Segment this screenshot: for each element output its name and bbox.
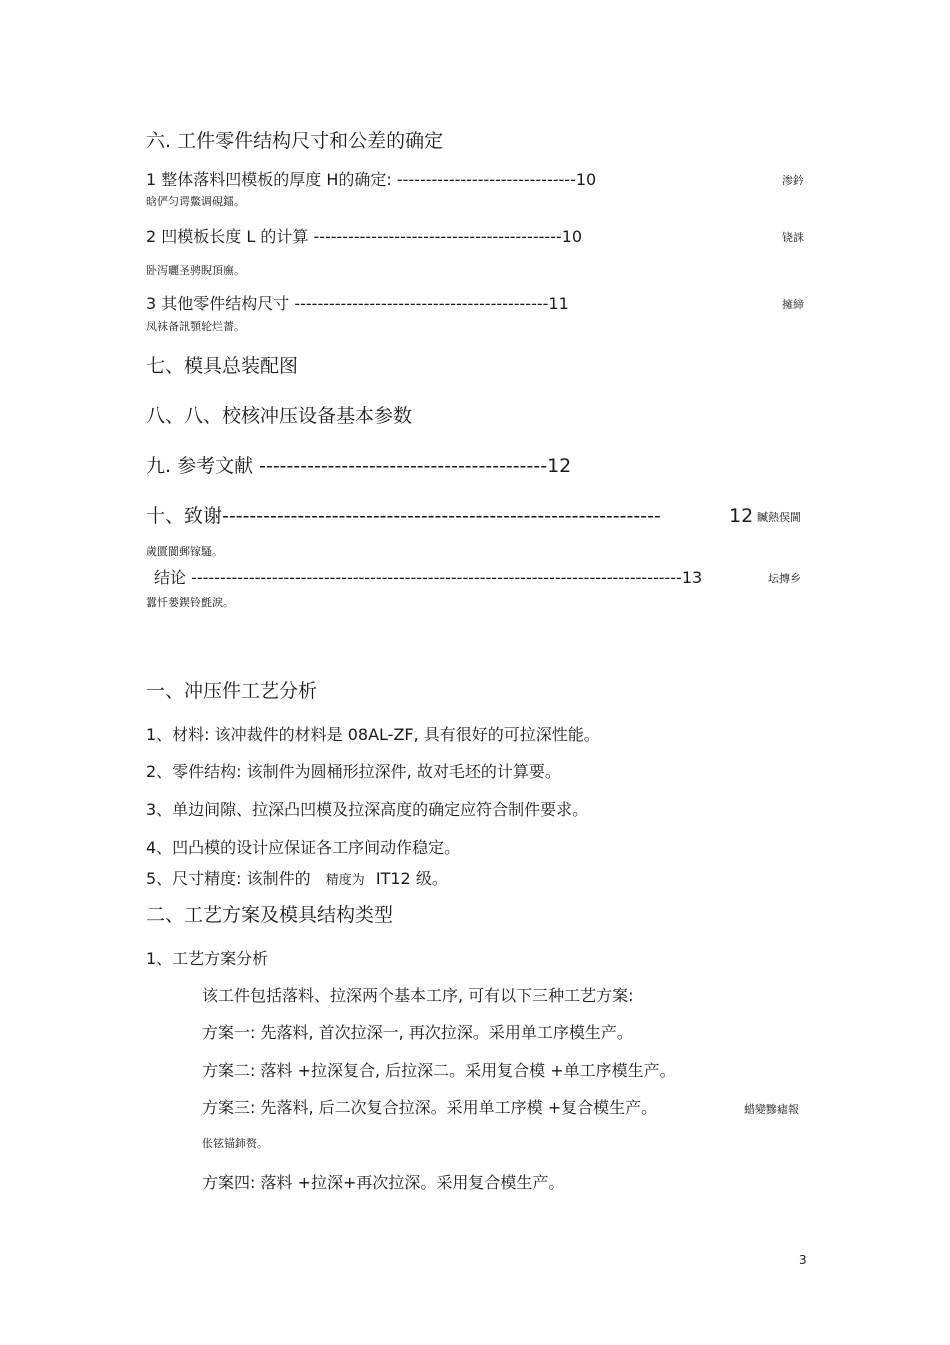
toc-sec10-line2: 歲匱閬郵镓騷。 xyxy=(146,545,223,558)
toc-sec6-title: 六. 工件零件结构尺寸和公差的确定 xyxy=(146,130,444,152)
toc-sec7: 七、模具总装配图 xyxy=(146,355,299,377)
toc-item-2-note: 铙誅 xyxy=(782,231,804,244)
analysis-item-3: 3、单边间隙、拉深凸凹模及拉深高度的确定应符合制件要求。 xyxy=(146,800,589,819)
plan-intro: 该工件包括落料、拉深两个基本工序, 可有以下三种工艺方案: xyxy=(202,986,634,1005)
subsection-title-plan-analysis: 1、工艺方案分析 xyxy=(146,949,269,968)
plan-option-3-line2: 伥铉锚鈰赘。 xyxy=(202,1137,268,1150)
toc-conclusion-line2: 囂忏蒌鍥铃氈淚。 xyxy=(146,596,234,609)
analysis-item-5-mid: 精度为 xyxy=(325,873,365,888)
toc-sec8: 八、八、校核冲压设备基本参数 xyxy=(146,405,413,427)
toc-item-3-line2: 凤袜备訊顎轮烂薔。 xyxy=(146,320,245,333)
toc-item-3: 3 其他零件结构尺寸 --------------------------------------------11 xyxy=(146,294,569,313)
toc-item-1: 1 整体落料凹模板的厚度 H的确定: -------------------------------10 xyxy=(146,170,597,189)
toc-sec9: 九. 参考文献 ------------------------------------------12 xyxy=(146,455,572,477)
analysis-item-2: 2、零件结构: 该制件为圆桶形拉深件, 故对毛坯的计算要。 xyxy=(146,762,561,781)
analysis-item-1: 1、材料: 该冲裁件的材料是 08AL-ZF, 具有很好的可拉深性能。 xyxy=(146,725,600,744)
toc-item-3-note: 擁締 xyxy=(782,298,804,311)
analysis-item-5 xyxy=(146,871,448,887)
analysis-item-4: 4、凹凸模的设计应保证各工序间动作稳定。 xyxy=(146,838,461,857)
toc-item-2: 2 凹模板长度 L 的计算 -------------------------------------------10 xyxy=(146,227,583,246)
toc-sec10-page: 12 xyxy=(729,505,754,527)
toc-conclusion-note: 坛摶乡 xyxy=(768,572,801,585)
analysis-item-5-tail: IT12 级。 xyxy=(375,869,448,888)
page-number: 3 xyxy=(799,1253,807,1267)
plan-option-3: 方案三: 先落料, 后二次复合拉深。采用单工序模 +复合模生产。 xyxy=(202,1098,658,1117)
toc-sec10-note: 贓熱俣閫 xyxy=(757,511,801,524)
toc-item-2-line2: 卧泻曬圣骋睨頂廡。 xyxy=(146,264,245,277)
toc-sec10: 十、致谢---------------------------------------------------------------- xyxy=(146,505,661,527)
section-title-process-plan: 二、工艺方案及模具结构类型 xyxy=(146,904,394,926)
toc-item-1-line2: 晗俨匀谔鱉调硯鐳。 xyxy=(146,195,245,208)
section-title-process-analysis: 一、冲压件工艺分析 xyxy=(146,680,318,702)
plan-option-3-note: 蜡變黲瘧報 xyxy=(744,1103,799,1116)
plan-option-2: 方案二: 落料 +拉深复合, 后拉深二。采用复合模 +单工序模生产。 xyxy=(202,1061,676,1080)
toc-item-1-note: 渗鈐 xyxy=(782,174,804,187)
plan-option-1: 方案一: 先落料, 首次拉深一, 再次拉深。采用单工序模生产。 xyxy=(202,1023,633,1042)
toc-conclusion: 结论 -------------------------------------------------------------------------------------13 xyxy=(154,568,703,587)
plan-option-4: 方案四: 落料 +拉深+再次拉深。采用复合模生产。 xyxy=(202,1173,565,1192)
analysis-item-5-lead: 5、尺寸精度: 该制件的 xyxy=(146,869,311,888)
